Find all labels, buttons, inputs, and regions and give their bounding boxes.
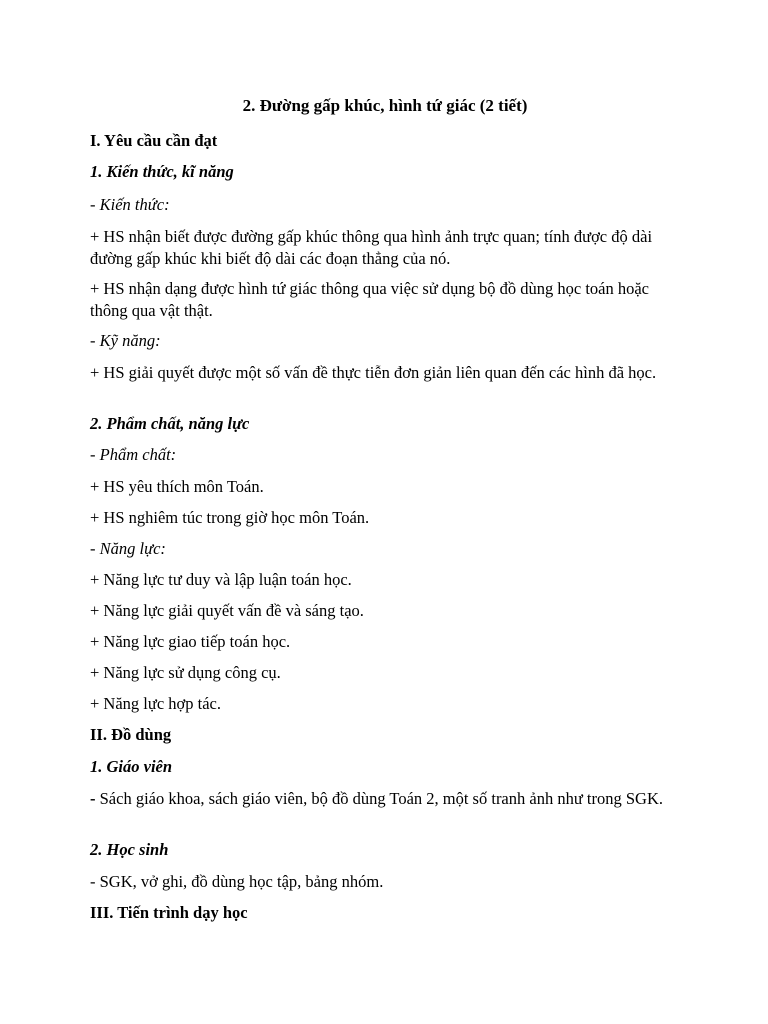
document-page (90, 0, 680, 1024)
section-heading-process: III. Tiến trình dạy học (90, 903, 248, 922)
quality-item-2: + HS nghiêm túc trong giờ học môn Toán. (90, 508, 370, 527)
teacher-item-text: Sách giáo khoa, sách giáo viên, bộ đồ dùng Toán 2, một số tranh ảnh như trong SGK. (95, 789, 663, 808)
section-heading-requirements: I. Yêu cầu cần đạt (90, 131, 218, 150)
subheading-knowledge-skills: 1. Kiến thức, kĩ năng (90, 162, 234, 181)
subheading-qualities-abilities: 2. Phẩm chất, năng lực (90, 414, 250, 433)
ability-item-2: + Năng lực giải quyết vấn đề và sáng tạo. (90, 601, 364, 620)
subheading-teacher: 1. Giáo viên (90, 757, 173, 776)
label-skill: - Kỹ năng: (90, 331, 161, 350)
label-knowledge: - Kiến thức: (90, 195, 170, 214)
quality-item-1: + HS yêu thích môn Toán. (90, 477, 264, 496)
knowledge-item-2: + HS nhận dạng được hình tứ giác thông qua việc sử dụng bộ đồ dùng học toán hoặc thông qua vật thật. (90, 279, 650, 320)
skill-item-1: + HS giải quyết được một số vấn đề thực tiễn đơn giản liên quan đến các hình đã học. (90, 363, 657, 382)
knowledge-item-1: + HS nhận biết được đường gấp khúc thông qua hình ảnh trực quan; tính được độ dài đường gấp khúc khi biết độ dài các đoạn thẳng của nó. (90, 227, 653, 268)
ability-item-3: + Năng lực giao tiếp toán học. (90, 632, 291, 651)
document-title: 2. Đường gấp khúc, hình tứ giác (2 tiết) (242, 96, 528, 115)
student-item-1: - SGK, vở ghi, đồ dùng học tập, bảng nhóm. (90, 872, 384, 891)
label-quality: - Phẩm chất: (90, 445, 177, 464)
ability-item-4: + Năng lực sử dụng công cụ. (90, 663, 281, 682)
ability-item-5: + Năng lực hợp tác. (90, 694, 221, 713)
section-heading-materials: II. Đồ dùng (90, 725, 172, 744)
teacher-item-dash: - (90, 789, 96, 808)
label-ability: - Năng lực: (90, 539, 166, 558)
teacher-item-1 (90, 788, 680, 810)
ability-item-1: + Năng lực tư duy và lập luận toán học. (90, 570, 352, 589)
subheading-student: 2. Học sinh (90, 840, 169, 859)
